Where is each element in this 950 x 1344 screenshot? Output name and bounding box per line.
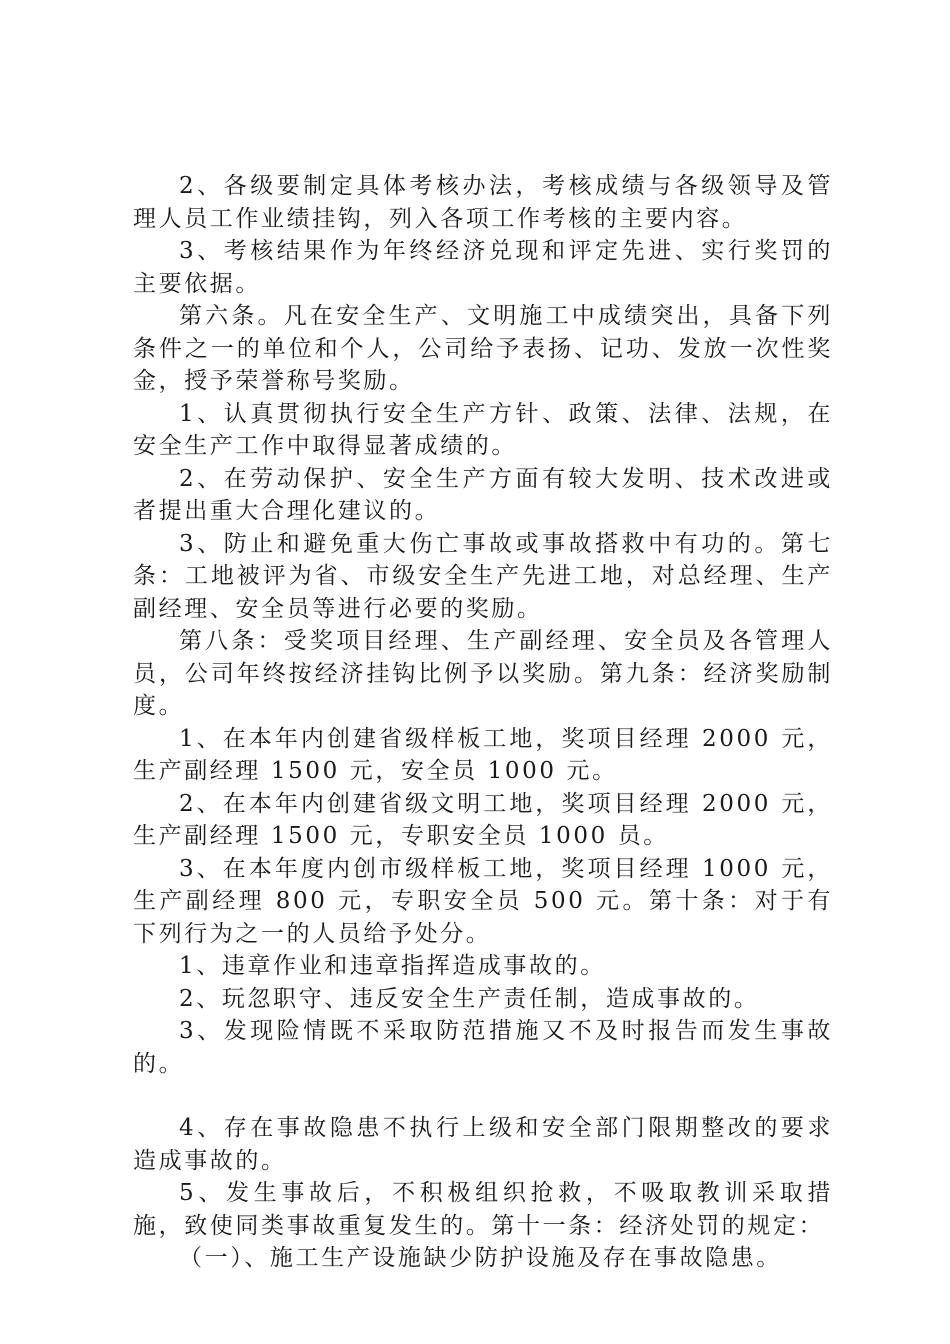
paragraph: 1、违章作业和违章指挥造成事故的。 [179, 953, 606, 979]
paragraph: 3、在本年度内创市级样板工地，奖项目经理 1000 元，生产副经理 800 元，专职安全员 500 元。第十条：对于有下列行为之一的人员给予处分。 [133, 855, 833, 947]
paragraph: 第八条：受奖项目经理、生产副经理、安全员及各管理人员，公司年终按经济挂钩比例予以奖励。第九条：经济奖励制度。 [133, 628, 833, 719]
paragraph: 4、存在事故隐患不执行上级和安全部门限期整改的要求造成事故的。 [133, 1115, 833, 1174]
paragraph: 2、玩忽职守、违反安全生产责任制，造成事故的。 [179, 985, 760, 1012]
paragraph: 2、在本年内创建省级文明工地，奖项目经理 2000 元，生产副经理 1500 元，专职安全员 1000 员。 [133, 790, 833, 849]
paragraph: 2、各级要制定具体考核办法，考核成绩与各级领导及管理人员工作业绩挂钩，列入各项工作考核的主要内容。 [133, 173, 833, 232]
paragraph: 3、考核结果作为年终经济兑现和评定先进、实行奖罚的主要依据。 [133, 238, 833, 297]
paragraph: 3、防止和避免重大伤亡事故或事故搭救中有功的。第七条：工地被评为省、市级安全生产先进工地，对总经理、生产副经理、安全员等进行必要的奖励。 [133, 530, 833, 622]
paragraph: 3、发现险情既不采取防范措施又不及时报告而发生事故的。 [133, 1018, 833, 1077]
paragraph: 第六条。凡在安全生产、文明施工中成绩突出，具备下列条件之一的单位和个人，公司给予表扬、记功、发放一次性奖金，授予荣誉称号奖励。 [133, 303, 833, 394]
paragraph: （一）、施工生产设施缺少防护设施及存在事故隐患。 [179, 1245, 782, 1271]
paragraph: 1、认真贯彻执行安全生产方针、政策、法律、法规，在安全生产工作中取得显著成绩的。 [133, 400, 833, 459]
paragraph: 2、在劳动保护、安全生产方面有较大发明、技术改进或者提出重大合理化建议的。 [133, 465, 833, 524]
paragraph: 5、发生事故后，不积极组织抢救，不吸取教训采取措施，致使同类事故重复发生的。第十一条：经济处罚的规定： [133, 1180, 833, 1239]
document-body [133, 170, 833, 1275]
paragraph: 1、在本年内创建省级样板工地，奖项目经理 2000 元，生产副经理 1500 元，安全员 1000 元。 [133, 725, 833, 784]
